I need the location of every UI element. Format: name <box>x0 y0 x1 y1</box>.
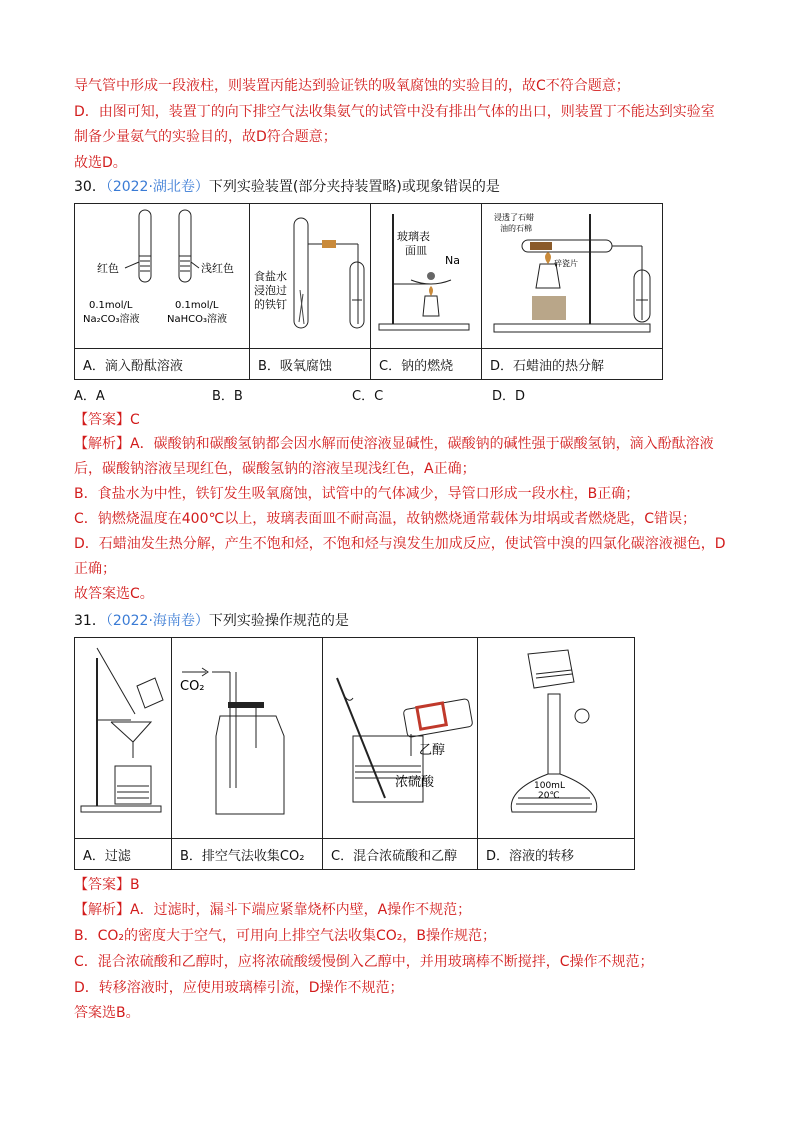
question-text: 下列实验操作规范的是 <box>208 613 349 629</box>
caption-b: B．排空气法收集CO₂ <box>172 839 323 870</box>
porcelain-chip-label: 碎瓷片 <box>554 259 578 268</box>
option-c: C．C <box>352 389 384 404</box>
answer-31: 【答案】B <box>74 877 140 893</box>
flask-temp-label: 20℃ <box>538 791 560 801</box>
answer-30: 【答案】C <box>74 412 140 428</box>
question-30-figure-table <box>74 203 663 380</box>
sodium-combustion-diagram <box>371 204 481 344</box>
option-d: D．D <box>492 389 526 404</box>
explanation-31-line-2: B．CO₂的密度大于空气，可用向上排空气法收集CO₂，B操作规范； <box>74 928 497 944</box>
explanation-31-line-3: C．混合浓硫酸和乙醇时，应将浓硫酸缓慢倒入乙醇中，并用玻璃棒不断搅拌，C操作不规范； <box>74 954 654 970</box>
question-text: 下列实验装置(部分夹持装置略)或现象错误的是 <box>208 179 500 195</box>
ethanol-label: 乙醇 <box>419 743 446 758</box>
co2-label: CO₂ <box>180 679 205 694</box>
caption-c: C．混合浓硫酸和乙醇 <box>323 839 478 870</box>
salt-water-label-3: 的铁钉 <box>254 298 287 311</box>
gas-collection-diagram <box>172 638 322 834</box>
prev-explanation-line-2: D．由图可知，装置丁的向下排空气法收集氨气的试管中没有排出气体的出口，则装置丁不能达到实验室 <box>74 104 715 120</box>
watch-glass-label-1: 玻璃表 <box>397 230 430 243</box>
figure-d-cell <box>478 638 635 839</box>
filtration-diagram <box>75 638 171 834</box>
conc-sulfuric-label: 浓硫酸 <box>395 775 435 790</box>
question-number: 30． <box>74 179 106 195</box>
salt-water-label-2: 浸泡过 <box>254 284 287 297</box>
caption-b: B．吸氧腐蚀 <box>250 349 371 380</box>
explanation-30-line-5: D．石蜡油发生热分解，产生不饱和烃，不饱和烃与溴发生加成反应，使试管中溴的四氯化碳溶液褪色，D <box>74 536 726 552</box>
soaked-asbestos-label-1: 浸透了石蜡 <box>494 213 534 222</box>
volumetric-flask-diagram <box>478 638 634 834</box>
caption-c: C．钠的燃烧 <box>371 349 482 380</box>
question-source: （2022·湖北卷） <box>105 179 209 195</box>
solution-label-1: Na₂CO₃溶液 <box>83 314 140 325</box>
option-a: A．A <box>74 389 105 404</box>
sodium-label: Na <box>445 254 460 267</box>
prev-explanation-line-3: 制备少量氨气的实验目的，故D符合题意； <box>74 129 337 145</box>
phenolphthalein-tubes-diagram <box>75 204 249 344</box>
figure-b-cell <box>250 204 371 349</box>
prev-explanation-line-1: 导气管中形成一段液柱，则装置丙能达到验证铁的吸氧腐蚀的实验目的，故C不符合题意； <box>74 78 630 94</box>
figure-a-cell <box>75 638 172 839</box>
light-red-label: 浅红色 <box>201 262 234 275</box>
soaked-asbestos-label-2: 油的石棉 <box>500 224 532 233</box>
question-31-figure-table <box>74 637 635 870</box>
explanation-30-line-6: 正确； <box>74 561 116 577</box>
question-31-stem <box>74 611 349 631</box>
option-b: B．B <box>212 389 243 404</box>
watch-glass-label-2: 面皿 <box>405 244 427 257</box>
mixing-acid-diagram <box>323 638 477 834</box>
figure-d-cell <box>482 204 663 349</box>
explanation-30-line-7: 故答案选C。 <box>74 586 154 602</box>
caption-d: D．石蜡油的热分解 <box>482 349 663 380</box>
figure-c-cell <box>323 638 478 839</box>
question-30-stem <box>74 177 500 197</box>
oxygen-corrosion-diagram <box>250 204 370 344</box>
explanation-30-line-3: B．食盐水为中性，铁钉发生吸氧腐蚀，试管中的气体减少，导管口形成一段水柱，B正确； <box>74 486 640 502</box>
flask-volume-label: 100mL <box>534 781 565 791</box>
solution-label-2: NaHCO₃溶液 <box>167 314 227 325</box>
conc-label-2: 0.1mol/L <box>175 300 219 311</box>
figure-b-cell <box>172 638 323 839</box>
question-source: （2022·海南卷） <box>105 613 209 629</box>
conc-label-1: 0.1mol/L <box>89 300 133 311</box>
figure-a-cell <box>75 204 250 349</box>
paraffin-pyrolysis-diagram <box>482 204 662 344</box>
explanation-30-line-2: 后，碳酸钠溶液呈现红色，碳酸氢钠的溶液呈现浅红色，A正确； <box>74 461 476 477</box>
prev-explanation-line-4: 故选D。 <box>74 155 127 171</box>
explanation-30-line-4: C．钠燃烧温度在400℃以上，玻璃表面皿不耐高温，故钠燃烧通常载体为坩埚或者燃烧匙，C错误； <box>74 511 696 527</box>
red-label: 红色 <box>97 262 119 275</box>
caption-a: A．过滤 <box>75 839 172 870</box>
explanation-31-line-4: D．转移溶液时，应使用玻璃棒引流，D操作不规范； <box>74 980 404 996</box>
salt-water-label-1: 食盐水 <box>254 270 287 283</box>
question-number: 31． <box>74 613 106 629</box>
caption-a: A．滴入酚酞溶液 <box>75 349 250 380</box>
explanation-31-line-1: 【解析】A．过滤时，漏斗下端应紧靠烧杯内壁，A操作不规范； <box>74 902 472 918</box>
figure-c-cell <box>371 204 482 349</box>
explanation-31-line-5: 答案选B。 <box>74 1005 140 1021</box>
explanation-30-line-1: 【解析】A．碳酸钠和碳酸氢钠都会因水解而使溶液显碱性，碳酸钠的碱性强于碳酸氢钠，滴入酚酞溶液 <box>74 436 714 452</box>
caption-d: D．溶液的转移 <box>478 839 635 870</box>
